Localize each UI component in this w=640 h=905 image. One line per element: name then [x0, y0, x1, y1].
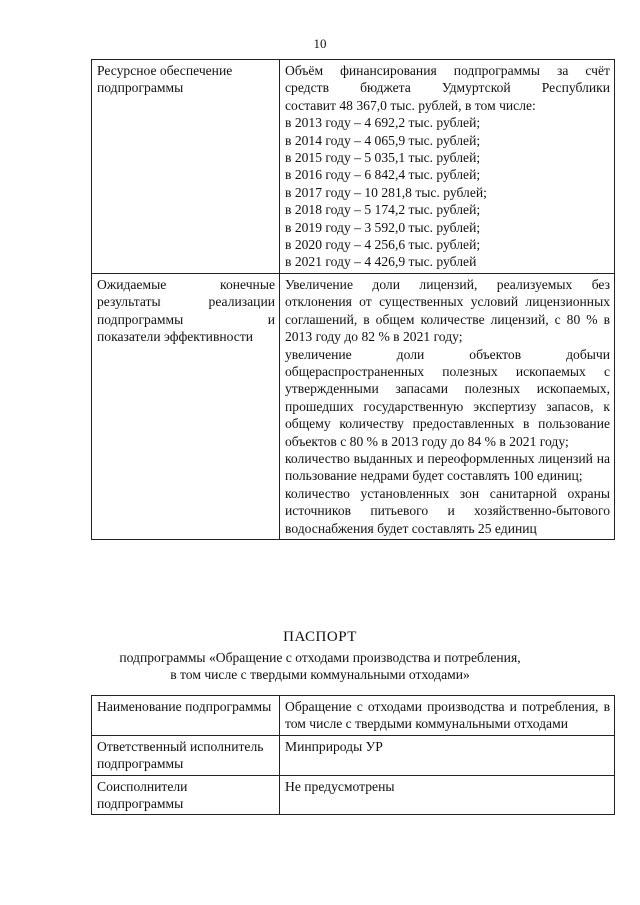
results-label-line: Ожидаемые конечные — [97, 276, 275, 292]
results-label-line: показатели эффективности — [97, 329, 254, 345]
resource-year-line: в 2014 году – 4 065,9 тыс. рублей; — [285, 132, 481, 148]
results-value — [280, 273, 615, 539]
results-label-line: результаты реализации — [97, 294, 275, 310]
resource-year-line: в 2015 году – 5 035,1 тыс. рублей; — [285, 150, 481, 166]
results-item: количество выданных и переоформленных лицензий на пользование недрами будет составлять 100 единиц; — [285, 450, 610, 484]
resource-value — [280, 60, 615, 274]
subprogram-name-value: Обращение с отходами производства и потребления, в том числе с твердыми коммунальными отходами — [280, 696, 615, 736]
results-label-line: подпрограммы и — [97, 311, 275, 327]
resource-intro-line: составит 48 367,0 тыс. рублей, в том числе: — [285, 97, 536, 113]
passport-subtitle-line: подпрограммы «Обращение с отходами производства и потребления, — [119, 650, 521, 665]
resource-label: Ресурсное обеспечение подпрограммы — [92, 60, 280, 274]
resource-year-line: в 2013 году – 4 692,2 тыс. рублей; — [285, 115, 481, 131]
results-item: Увеличение доли лицензий, реализуемых без отклонения от существенных условий лицензионных соглашений, в общем количестве лицензий, с 80 % в 2013 году до 82 % в 2021 году; — [285, 276, 610, 345]
results-item: увеличение доли объектов добычи общераспространенных полезных ископаемых с утвержденными запасами полезных ископаемых, прошедших государственную экспертизу запасов, к общему количеству предоставленных в пользование объектов с 80 % в 2013 году до 84 % в 2021 году; — [285, 346, 610, 449]
page-number: 10 — [313, 36, 327, 51]
resource-table — [91, 59, 615, 540]
resource-year-line: в 2020 году – 4 256,6 тыс. рублей; — [285, 237, 481, 253]
resource-intro-line: Объём финансирования подпрограммы за счёт — [285, 63, 610, 78]
coexecutors-value: Не предусмотрены — [280, 775, 615, 815]
table-row — [92, 696, 615, 736]
results-label — [92, 273, 280, 539]
table-row — [92, 735, 615, 775]
resource-year-line: в 2017 году – 10 281,8 тыс. рублей; — [285, 184, 487, 200]
passport-title: ПАСПОРТ — [283, 629, 357, 645]
subprogram-name-label: Наименование подпрограммы — [92, 696, 280, 736]
coexecutors-label: Соисполнители подпрограммы — [92, 775, 280, 815]
responsible-label: Ответственный исполнитель подпрограммы — [92, 735, 280, 775]
resource-year-line: в 2018 году – 5 174,2 тыс. рублей; — [285, 202, 481, 218]
passport-table — [91, 695, 615, 815]
resource-intro-line: средств бюджета Удмуртской Республики — [285, 80, 610, 96]
table-row — [92, 60, 615, 274]
resource-year-line: в 2016 году – 6 842,4 тыс. рублей; — [285, 167, 481, 183]
resource-year-line: в 2021 году – 4 426,9 тыс. рублей — [285, 254, 477, 270]
table-row — [92, 775, 615, 815]
passport-heading — [0, 629, 640, 684]
results-item: количество установленных зон санитарной охраны источников питьевого и хозяйственно-бытового водоснабжения будет составлять 25 единиц — [285, 485, 610, 536]
responsible-value: Минприроды УР — [280, 735, 615, 775]
table-row — [92, 273, 615, 539]
resource-year-line: в 2019 году – 3 592,0 тыс. рублей; — [285, 219, 481, 235]
passport-subtitle-line: в том числе с твердыми коммунальными отходами» — [170, 667, 470, 683]
